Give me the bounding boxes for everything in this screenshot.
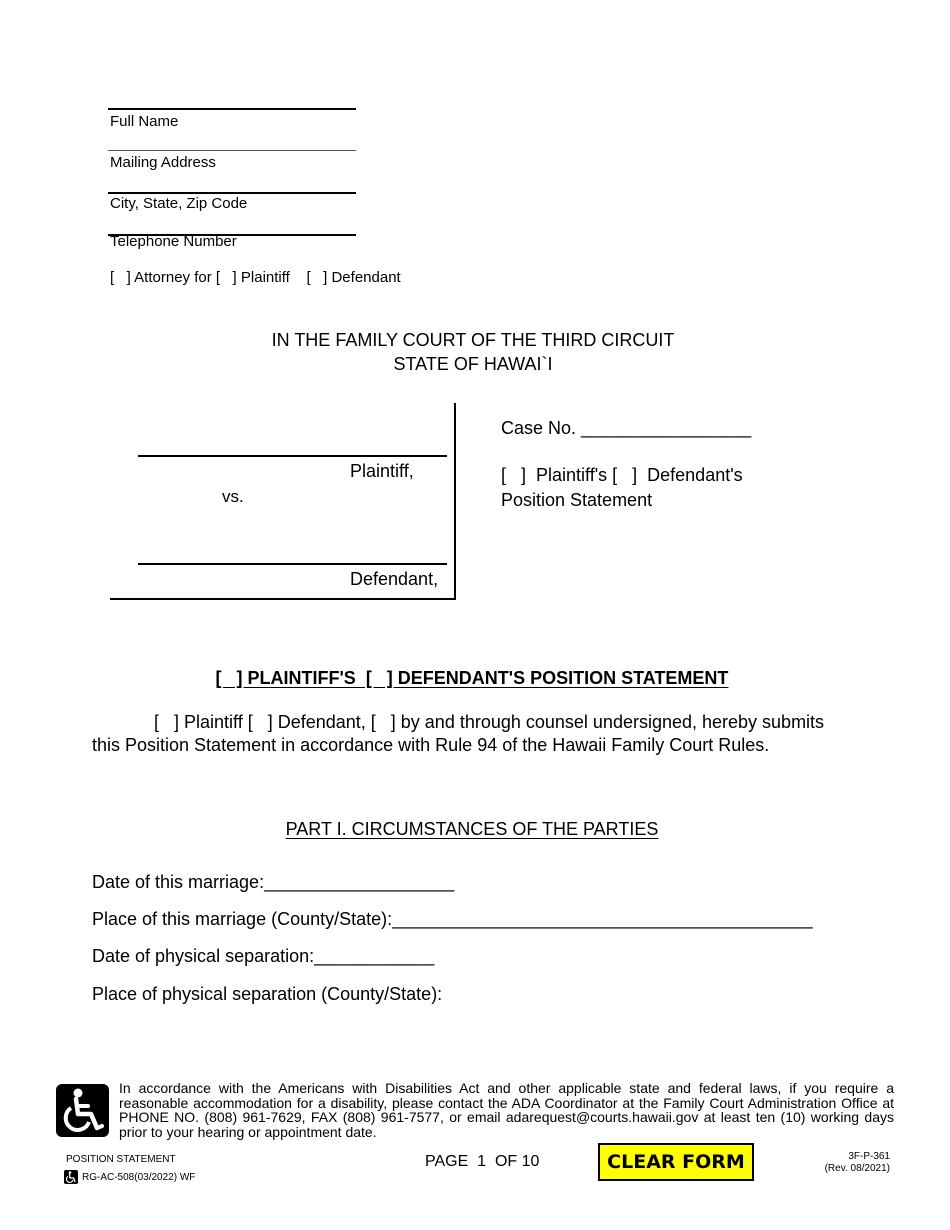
city-state-zip-line[interactable] — [108, 192, 356, 194]
intro-line-2: this Position Statement in accordance with Rule 94 of the Hawaii Family Court Rules. — [92, 735, 770, 755]
part-one-heading: PART I. CIRCUMSTANCES OF THE PARTIES — [285, 819, 659, 839]
city-state-zip-label: City, State, Zip Code — [110, 195, 248, 212]
document-title-label: Position Statement — [501, 490, 653, 510]
mailing-address-label: Mailing Address — [110, 154, 216, 171]
court-name: IN THE FAMILY COURT OF THE THIRD CIRCUIT — [271, 330, 675, 350]
telephone-label: Telephone Number — [110, 233, 237, 250]
vs-label: vs. — [222, 487, 244, 506]
case-number-field[interactable]: Case No. _________________ — [501, 418, 752, 438]
form-revision: (Rev. 08/2021) — [824, 1163, 890, 1174]
form-title: POSITION STATEMENT — [66, 1154, 176, 1165]
clear-form-button[interactable]: CLEAR FORM — [598, 1143, 754, 1181]
form-number: 3F-P-361 — [848, 1151, 890, 1162]
place-of-separation-field[interactable]: Place of physical separation (County/State): — [92, 984, 443, 1004]
wheelchair-accessibility-icon — [56, 1084, 109, 1137]
small-wheelchair-icon — [64, 1170, 78, 1184]
position-statement-heading[interactable]: [ ] PLAINTIFF'S [ ] DEFENDANT'S POSITION STATEMENT — [215, 668, 729, 688]
ada-form-code: RG-AC-508(03/2022) WF — [82, 1172, 196, 1183]
caption-divider — [454, 403, 456, 599]
full-name-line[interactable] — [108, 108, 356, 110]
intro-line-1[interactable]: [ ] Plaintiff [ ] Defendant, [ ] by and through counsel undersigned, hereby submits — [154, 712, 825, 732]
date-of-marriage-field[interactable]: Date of this marriage:___________________ — [92, 872, 455, 892]
plaintiff-name-line[interactable] — [138, 455, 447, 457]
plaintiff-label: Plaintiff, — [350, 461, 414, 481]
date-of-separation-field[interactable]: Date of physical separation:____________ — [92, 946, 435, 966]
mailing-address-line[interactable] — [108, 150, 356, 151]
defendant-label: Defendant, — [350, 569, 439, 589]
place-of-marriage-field[interactable]: Place of this marriage (County/State):__________________________________________ — [92, 909, 813, 929]
defendant-name-line[interactable] — [138, 563, 447, 565]
page-indicator: PAGE 1 OF 10 — [425, 1153, 540, 1170]
full-name-label: Full Name — [110, 113, 179, 130]
caption-bottom-line — [110, 598, 456, 600]
attorney-for-checkboxes[interactable]: [ ] Attorney for [ ] Plaintiff [ ] Defendant — [110, 269, 401, 286]
document-title-checkboxes[interactable]: [ ] Plaintiff's [ ] Defendant's — [501, 465, 743, 485]
court-state: STATE OF HAWAI`I — [393, 354, 553, 374]
ada-notice: In accordance with the Americans with Disabilities Act and other applicable state and federal laws, if you require a reasonable accommodation for a disability, please contact the ADA Coordinator at the Family Court Administration Office at PHONE NO. (808) 961-7629, FAX (808) 961-7577, or email adarequest@courts.hawaii.gov at least ten (10) working days prior to your hearing or appointment date. — [119, 1080, 894, 1140]
